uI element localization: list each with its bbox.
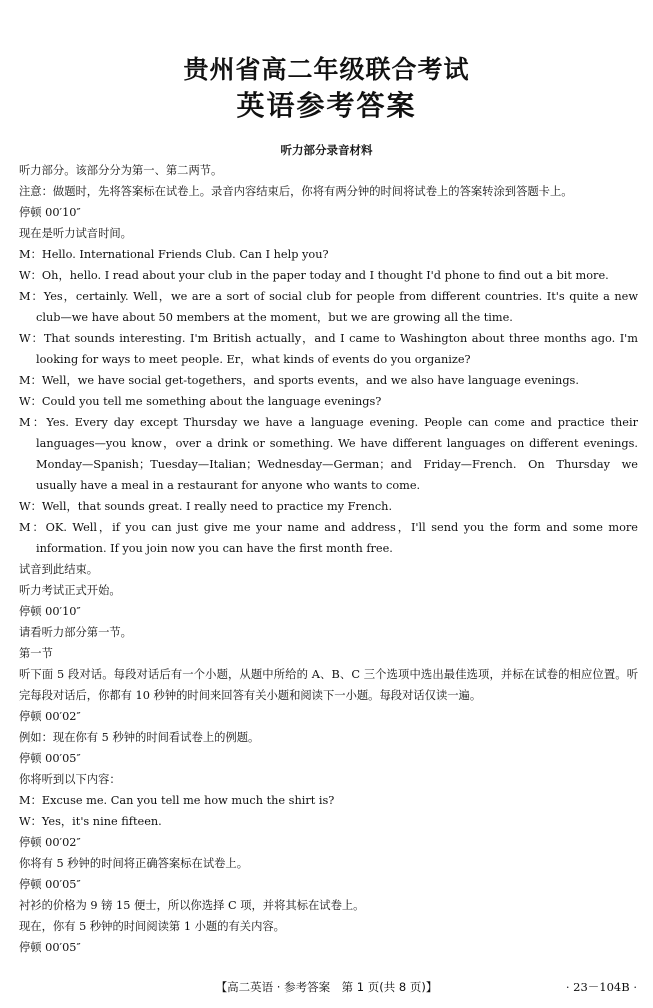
transcript-line: W：Yes，it's nine fifteen. xyxy=(19,815,162,828)
transcript-line: 停顿 00′10″ xyxy=(19,605,81,618)
transcript-line: W：Well，that sounds great. I really need to practice my French. xyxy=(19,500,393,513)
transcript-line: 第一节 xyxy=(19,647,53,660)
transcript-line: M：Yes. Every day except Thursday we have a language evening. People can come and practice their languages—you know，over a drink or something. We have different languages on different evenings. Monday—Spanish；Tuesday—Italian；Wednesday—German；and Friday—French. On Thursday we usually have a meal in a restaurant for anyone who wants to come. xyxy=(19,416,638,492)
transcript-line: M：OK. Well，if you can just give me your name and address，I'll send you the form and some more information. If you join now you can have the first month free. xyxy=(19,521,638,555)
transcript-line: 听力考试正式开始。 xyxy=(19,584,121,597)
transcript-line: 现在是听力试音时间。 xyxy=(19,227,132,240)
transcript-line: 你将听到以下内容： xyxy=(19,773,121,786)
transcript-line: 停顿 00′02″ xyxy=(19,836,81,849)
transcript-line: 你将有 5 秒钟的时间将正确答案标在试卷上。 xyxy=(19,857,249,870)
page-footer xyxy=(0,979,653,999)
transcript-line: W：Could you tell me something about the language evenings? xyxy=(19,395,382,408)
transcript-line: M：Yes，certainly. Well，we are a sort of social club for people from different countries. It's quite a new club—we have about 50 members at the moment，but we are growing all the time. xyxy=(19,290,638,324)
transcript-line: 请看听力部分第一节。 xyxy=(19,626,132,639)
transcript-line: 停顿 00′05″ xyxy=(19,752,81,765)
transcript-line: 现在，你有 5 秒钟的时间阅读第 1 小题的有关内容。 xyxy=(19,920,285,933)
transcript-line: 停顿 00′05″ xyxy=(19,941,81,954)
transcript-line: 衬衫的价格为 9 镑 15 便士，所以你选择 C 项，并将其标在试卷上。 xyxy=(19,899,365,912)
transcript-line: 停顿 00′02″ xyxy=(19,710,81,723)
footer-code: · 23－104B · xyxy=(565,980,637,994)
listening-transcript xyxy=(19,160,638,958)
footer-page-info: 【高二英语 · 参考答案 第 1 页(共 8 页)】 xyxy=(215,980,438,994)
transcript-line: 例如：现在你有 5 秒钟的时间看试卷上的例题。 xyxy=(19,731,260,744)
document-title: 贵州省高二年级联合考试 xyxy=(183,55,470,84)
transcript-line: W：Oh，hello. I read about your club in the paper today and I thought I'd phone to find out a bit more. xyxy=(19,269,609,282)
transcript-line: 试音到此结束。 xyxy=(19,563,99,576)
transcript-line: M：Excuse me. Can you tell me how much the shirt is? xyxy=(19,794,335,807)
transcript-line: W：That sounds interesting. I'm British actually，and I came to Washington about three months ago. I'm looking for ways to meet people. Er，what kinds of events do you organize? xyxy=(19,332,638,366)
transcript-line: 停顿 00′10″ xyxy=(19,206,81,219)
transcript-line: 听下面 5 段对话。每段对话后有一个小题，从题中所给的 A、B、C 三个选项中选出最佳选项，并标在试卷的相应位置。听完每段对话后，你都有 10 秒钟的时间来回答有关小题和阅读下一小题。每段对话仅读一遍。 xyxy=(19,668,638,702)
transcript-line: 停顿 00′05″ xyxy=(19,878,81,891)
transcript-line: 听力部分。该部分分为第一、第二两节。 xyxy=(19,164,223,177)
transcript-line: M：Well，we have social get-togethers，and sports events，and we also have language evenings. xyxy=(19,374,579,387)
transcript-line: 注意：做题时，先将答案标在试卷上。录音内容结束后，你将有两分钟的时间将试卷上的答案转涂到答题卡上。 xyxy=(19,185,573,198)
section-heading: 听力部分录音材料 xyxy=(280,143,373,157)
transcript-line: M：Hello. International Friends Club. Can I help you? xyxy=(19,248,329,261)
document-subtitle: 英语参考答案 xyxy=(236,89,417,122)
